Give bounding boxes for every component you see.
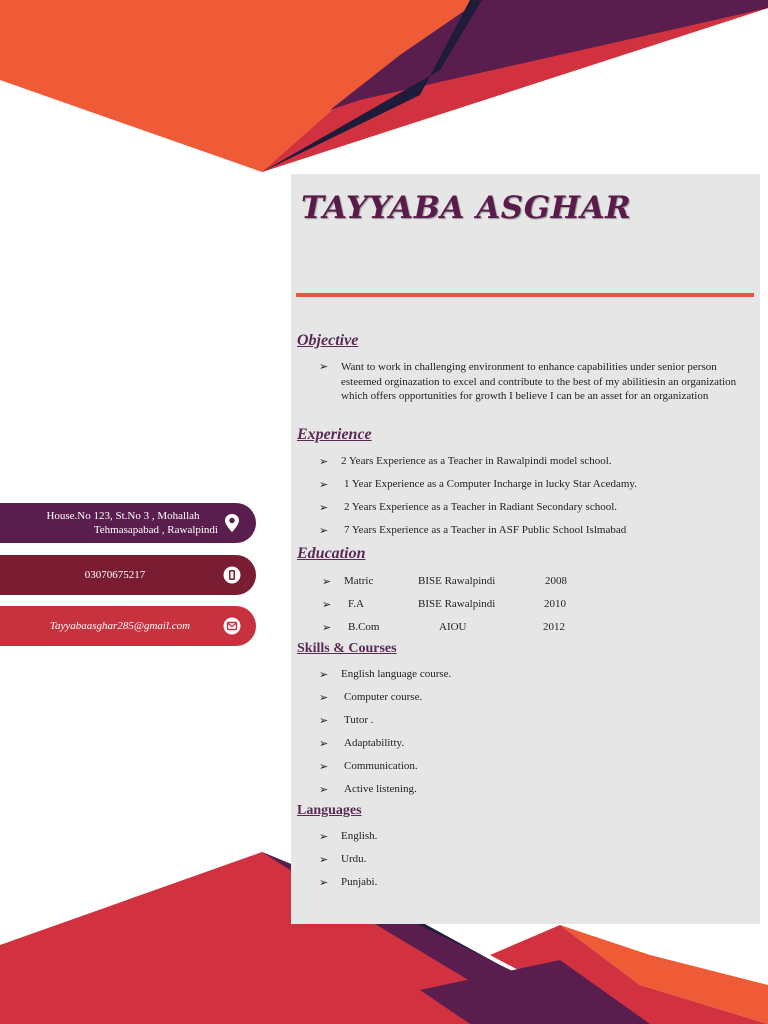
education-row: ➢ B.Com AIOU 2012 xyxy=(322,621,565,634)
bullet-arrow-icon: ➢ xyxy=(319,478,329,491)
education-row: ➢ F.A BISE Rawalpindi 2010 xyxy=(322,598,566,611)
skills-list xyxy=(319,668,451,806)
address-pill xyxy=(0,503,256,543)
bullet-arrow-icon: ➢ xyxy=(319,524,329,537)
bullet-arrow-icon: ➢ xyxy=(319,668,329,681)
objective-text: Want to work in challenging environment to enhance capabilities under senior person esteemed orginazation to excel and contribute to the best of my abilitiesin an organization which offers opportunities for growth I believe I can be an asset for an organization xyxy=(341,361,737,402)
list-item: ➢ 1 Year Experience as a Computer Incharge in lucky Star Acedamy. xyxy=(319,478,637,491)
list-item: ➢ English. xyxy=(319,830,378,843)
languages-list xyxy=(319,830,377,899)
bullet-arrow-icon: ➢ xyxy=(319,714,329,727)
bullet-arrow-icon: ➢ xyxy=(319,360,329,373)
name-divider xyxy=(296,293,754,297)
education-row: ➢ Matric BISE Rawalpindi 2008 xyxy=(322,575,567,588)
objective-heading: Objective xyxy=(297,332,359,349)
list-item: ➢ English language course. xyxy=(319,668,452,681)
list-item: ➢ Tutor . xyxy=(319,714,374,727)
bullet-arrow-icon: ➢ xyxy=(319,876,329,889)
phone-number: 03070675217 xyxy=(84,569,146,581)
list-item: ➢ 7 Years Experience as a Teacher in ASF Public School Islmabad xyxy=(319,524,627,537)
list-item: ➢ Communication. xyxy=(319,760,418,773)
list-item: ➢ 2 Years Experience as a Teacher in Rawalpindi model school. xyxy=(319,455,612,468)
candidate-name: TAYYABA ASGHAR xyxy=(301,190,632,226)
list-item: ➢ Urdu. xyxy=(319,853,367,866)
list-item: ➢ Active listening. xyxy=(319,783,417,796)
email-pill xyxy=(0,606,256,646)
list-item: ➢ Adaptabilitty. xyxy=(319,737,405,750)
bullet-arrow-icon: ➢ xyxy=(322,621,332,634)
address-line-1: House.No 123, St.No 3 , Mohallah xyxy=(46,510,200,522)
phone-pill xyxy=(0,555,256,595)
bullet-arrow-icon: ➢ xyxy=(319,737,329,750)
bullet-arrow-icon: ➢ xyxy=(319,760,329,773)
bullet-arrow-icon: ➢ xyxy=(319,501,329,514)
bullet-arrow-icon: ➢ xyxy=(319,830,329,843)
list-item: ➢ Computer course. xyxy=(319,691,423,704)
experience-list xyxy=(319,455,637,547)
bullet-arrow-icon: ➢ xyxy=(319,691,329,704)
bullet-arrow-icon: ➢ xyxy=(319,853,329,866)
phone-icon xyxy=(222,565,242,585)
list-item: ➢ 2 Years Experience as a Teacher in Radiant Secondary school. xyxy=(319,501,618,514)
bullet-arrow-icon: ➢ xyxy=(319,455,329,468)
location-pin-icon xyxy=(222,513,242,533)
languages-heading: Languages xyxy=(297,803,362,818)
email-icon xyxy=(222,616,242,636)
address-line-2: Tehmasapabad , Rawalpindi xyxy=(93,524,218,536)
list-item: ➢ Punjabi. xyxy=(319,876,378,889)
bullet-arrow-icon: ➢ xyxy=(319,783,329,796)
skills-heading: Skills & Courses xyxy=(297,641,397,656)
resume-card xyxy=(291,174,760,924)
bullet-arrow-icon: ➢ xyxy=(322,575,332,588)
email-address: Tayyabaasghar285@gmail.com xyxy=(49,620,191,632)
experience-heading: Experience xyxy=(297,426,372,443)
bullet-arrow-icon: ➢ xyxy=(322,598,332,611)
education-heading: Education xyxy=(297,545,366,562)
